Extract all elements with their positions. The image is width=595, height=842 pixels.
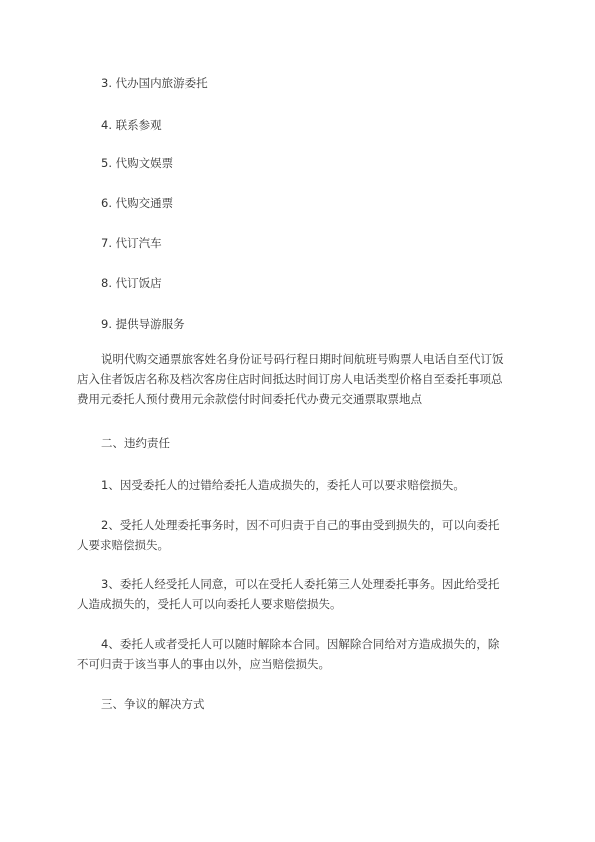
list-item-7: 7. 代订汽车 (101, 236, 162, 250)
explanation-line-3: 费用元委托人预付费用元余款偿付时间委托代办费元交通票取票地点 (77, 392, 422, 406)
list-item-4: 4. 联系参观 (101, 118, 162, 132)
clause-1-line-1: 1、因受委托人的过错给委托人造成损失的，委托人可以要求赔偿损失。 (101, 478, 465, 492)
list-item-8: 8. 代订饭店 (101, 276, 162, 290)
clause-3-line-2: 人造成损失的，受托人可以向委托人要求赔偿损失。 (77, 597, 342, 611)
clause-3-line-1: 3、委托人经受托人同意，可以在受托人委托第三人处理委托事务。因此给受托 (101, 577, 500, 591)
clause-2-line-2: 人要求赔偿损失。 (77, 538, 169, 552)
explanation-line-1: 说明代购交通票旅客姓名身份证号码行程日期时间航班号购票人电话自至代订饭 (101, 352, 504, 366)
list-item-6: 6. 代购交通票 (101, 196, 174, 210)
section-heading-dispute: 三、争议的解决方式 (101, 697, 205, 711)
list-item-9: 9. 提供导游服务 (101, 317, 185, 331)
explanation-line-2: 店入住者饭店名称及档次客房住店时间抵达时间订房人电话类型价格自至委托事项总 (77, 372, 503, 386)
list-item-5: 5. 代购文娱票 (101, 156, 174, 170)
clause-2-line-1: 2、受托人处理委托事务时，因不可归责于自己的事由受到损失的，可以向委托 (101, 518, 500, 532)
list-item-3: 3. 代办国内旅游委托 (101, 76, 208, 90)
section-heading-breach: 二、违约责任 (101, 436, 170, 450)
clause-4-line-1: 4、委托人或者受托人可以随时解除本合同。因解除合同给对方造成损失的，除 (101, 637, 500, 651)
clause-4-line-2: 不可归责于该当事人的事由以外，应当赔偿损失。 (77, 657, 330, 671)
